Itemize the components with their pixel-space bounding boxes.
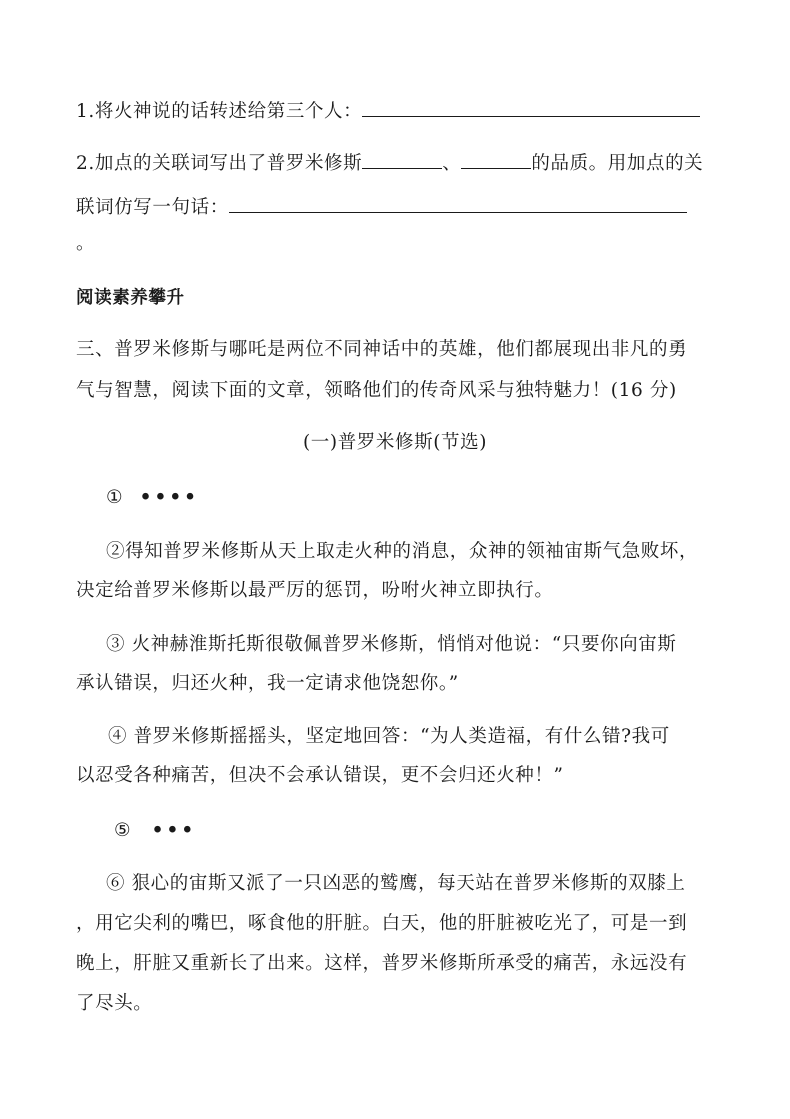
- separator: 、: [442, 153, 462, 174]
- paragraph-3-line1: ③ 火神赫淮斯托斯很敬佩普罗米修斯，悄悄对他说：“只要你向宙斯: [106, 634, 677, 655]
- question-3-line1: 三、普罗米修斯与哪吒是两位不同神话中的英雄，他们都展现出非凡的勇: [76, 339, 688, 360]
- article-title: (一)普罗米修斯(节选): [302, 432, 488, 453]
- paragraph-6-line2: ，用它尖利的嘴巴，啄食他的肝脏。白天，他的肝脏被吃光了，可是一到: [76, 913, 688, 934]
- paragraph-number: ①: [106, 487, 124, 508]
- section-heading: 阅读素养攀升: [76, 288, 185, 308]
- question-2-text-cont: 的品质。用加点的关: [531, 153, 704, 174]
- paragraph-1: [106, 484, 199, 512]
- answer-blank[interactable]: [229, 192, 687, 213]
- paragraph-5: [114, 817, 196, 845]
- paragraph-6-line4: 了尽头。: [76, 993, 153, 1014]
- question-3-line2: 气与智慧，阅读下面的文章，领略他们的传奇风采与独特魅力！(16 分): [76, 380, 677, 401]
- question-2-end: [76, 230, 95, 258]
- answer-blank[interactable]: [362, 96, 700, 117]
- omitted-dots: •••: [151, 820, 197, 841]
- paragraph-2-line1: ②得知普罗米修斯从天上取走火种的消息，众神的领袖宙斯气急败坏，: [106, 541, 699, 562]
- paragraph-4-line2: 以忍受各种痛苦，但决不会承认错误，更不会归还火种！”: [76, 765, 564, 786]
- question-2-text: 2.加点的关联词写出了普罗米修斯: [76, 153, 363, 174]
- paragraph-number: ⑤: [114, 820, 132, 841]
- question-2-text: 联词仿写一句话：: [76, 197, 229, 218]
- question-1-text: 1.将火神说的话转述给第三个人：: [76, 101, 363, 122]
- question-1: [76, 96, 700, 126]
- paragraph-4-line1: ④ 普罗米修斯摇摇头，坚定地回答：“为人类造福，有什么错?我可: [108, 726, 670, 747]
- omitted-dots: ••••: [139, 487, 199, 508]
- answer-blank[interactable]: [362, 148, 442, 169]
- paragraph-2-line2: 决定给普罗米修斯以最严厉的惩罚，吩咐火神立即执行。: [76, 580, 554, 601]
- answer-blank[interactable]: [461, 148, 531, 169]
- end-mark: 。: [76, 233, 96, 254]
- question-2: [76, 148, 703, 178]
- question-2-line2: [76, 192, 687, 222]
- paragraph-3-line2: 承认错误，归还火种，我一定请求他饶恕你。”: [76, 673, 459, 694]
- paragraph-6-line1: ⑥ 狠心的宙斯又派了一只凶恶的鹫鹰，每天站在普罗米修斯的双膝上: [106, 873, 686, 894]
- paragraph-6-line3: 晚上，肝脏又重新长了出来。这样，普罗米修斯所承受的痛苦，永远没有: [76, 953, 688, 974]
